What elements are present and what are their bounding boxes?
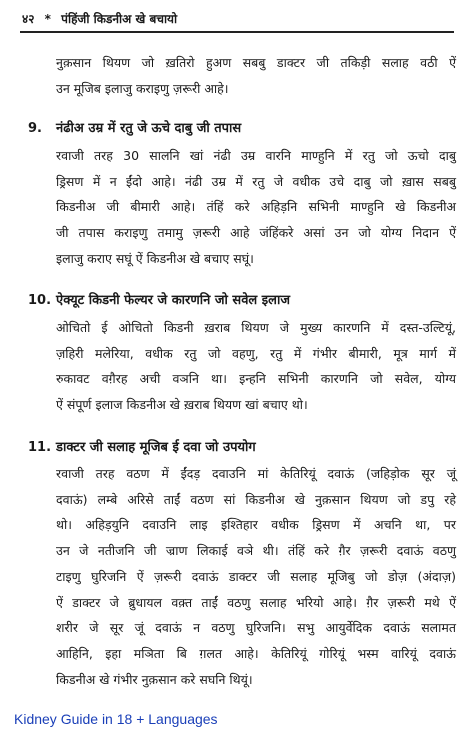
section-heading-10 xyxy=(28,290,290,308)
intro-paragraph xyxy=(56,50,456,101)
text-line: टाइणु घुरिजनि ऐं ज़रूरी दवाऊं डाक्टर जी सलाह मूजिबु जो डोज़ (अंदाज़) xyxy=(56,568,456,584)
page-number: ४२ xyxy=(22,12,35,26)
section-heading-11 xyxy=(28,437,256,455)
header-star: * xyxy=(44,12,51,26)
running-header xyxy=(22,10,177,27)
text-line: ड्रिसण में न ईंदो आहे। नंढी उम्र में रतु जे वधीक उचे दाबु जो ख़ास सबबु xyxy=(56,173,456,189)
text-line: रुकावट वग़ैरह अची वञनि था। इन्हनि सभिनी कारणनि जो सवेल, योग्य xyxy=(56,371,456,387)
text-line: जी तपास कराइणु तमामु ज़रूरी आहे जंहिंकरे असां उन जो योग्य निदान ऐं xyxy=(56,225,456,241)
section-body-11 xyxy=(56,461,456,692)
text-line: किडनीअ जी बीमारी आहे। तंहिं करे अहिड़नि सभिनी माण्हुनि खे किडनीअ xyxy=(56,199,456,215)
text-line: दवाऊं) लम्बे अरिसे ताईं वठण सां किडनीअ खे नुक़सान थियण जो डपु रहे xyxy=(56,491,456,507)
text-line: थो। अहिड़युनि दवाउनि लाइ इश्तिहार वधीक ड्रिसण में अचनि था, पर xyxy=(56,517,456,533)
text-line: ऐं डाक्टर जे ब्रुधायल वक़्त ताईं वठणु सलाह भरियो आहे। ग़ैर ज़रूरी मथे ऐं xyxy=(56,594,456,610)
header-rule xyxy=(20,31,454,33)
text-line: नुक़सान थियण जो ख़तिरो हुअण सबबु डाक्टर जी तकिड़ी सलाह वठी ऐं xyxy=(56,55,456,70)
section-number: 11. xyxy=(28,440,52,455)
text-line: उन मूजिब इलाजु कराइणु ज़रूरी आहे। xyxy=(56,80,229,96)
text-line: रवाजी तरह 30 सालनि खां नंढी उम्र वारनि माण्हुनि में रतु जो ऊचो दाबु xyxy=(56,148,456,163)
text-line: शरीर जे सूर जूं दवाऊं न वठणु घुरिजनि। सभु आयुर्वेदिक दवाऊं सलामत xyxy=(56,620,456,636)
section-title: डाक्टर जी सलाह मूजिब ई दवा जो उपयोग xyxy=(56,440,256,455)
text-line: आहिनि, इहा मञिता बि ग़लत आहे। केतिरियूं गोरियूं भस्म वारियूं दवाऊं xyxy=(56,645,456,661)
section-number: 9. xyxy=(28,121,42,136)
section-body-9 xyxy=(56,143,456,272)
section-title: ऐक्यूट किडनी फेल्यर जे कारणनि जो सवेल इलाज xyxy=(56,293,290,308)
text-line: इलाजु कराए सघूं ऐं किडनीअ खे बचाए सघूं। xyxy=(56,250,254,266)
text-line: रवाजी तरह वठण में ईंदड़ दवाउनि मां केतिरियूं दवाऊं (जहिड़ोक सूर जूं xyxy=(56,466,456,481)
section-number: 10. xyxy=(28,293,52,308)
section-heading-9 xyxy=(28,118,241,136)
text-line: किडनीअ खे गंभीर नुक़सान करे सघनि थियूं। xyxy=(56,671,253,687)
footer-link[interactable]: Kidney Guide in 18 + Languages xyxy=(14,711,218,727)
text-line: ऐं संपूर्ण इलाज किडनीअ खे ख़राब थियण खां बचाए थो। xyxy=(56,397,308,413)
book-title: पंहिंजी किडनीअ खे बचायो xyxy=(61,12,178,26)
text-line: उन जे नतीजनि जी ज्राण लिकाई वञे थी। तंहिं करे ग़ैर ज़रूरी दवाऊं वठणु xyxy=(56,543,456,559)
text-line: ज़हिरी मलेरिया, वधीक रतु जो वहणु, रतु में गंभीर बीमारी, मूत्र मार्ग में xyxy=(56,345,456,361)
text-line: ओचितो ई ओचितो किडनी ख़राब थियण जे मुख्य कारणनि में दस्त-उल्टियूं, xyxy=(56,320,456,335)
section-title: नंढीअ उम्र में रतु जे ऊचे दाबु जी तपास xyxy=(56,121,242,136)
section-body-10 xyxy=(56,315,456,418)
